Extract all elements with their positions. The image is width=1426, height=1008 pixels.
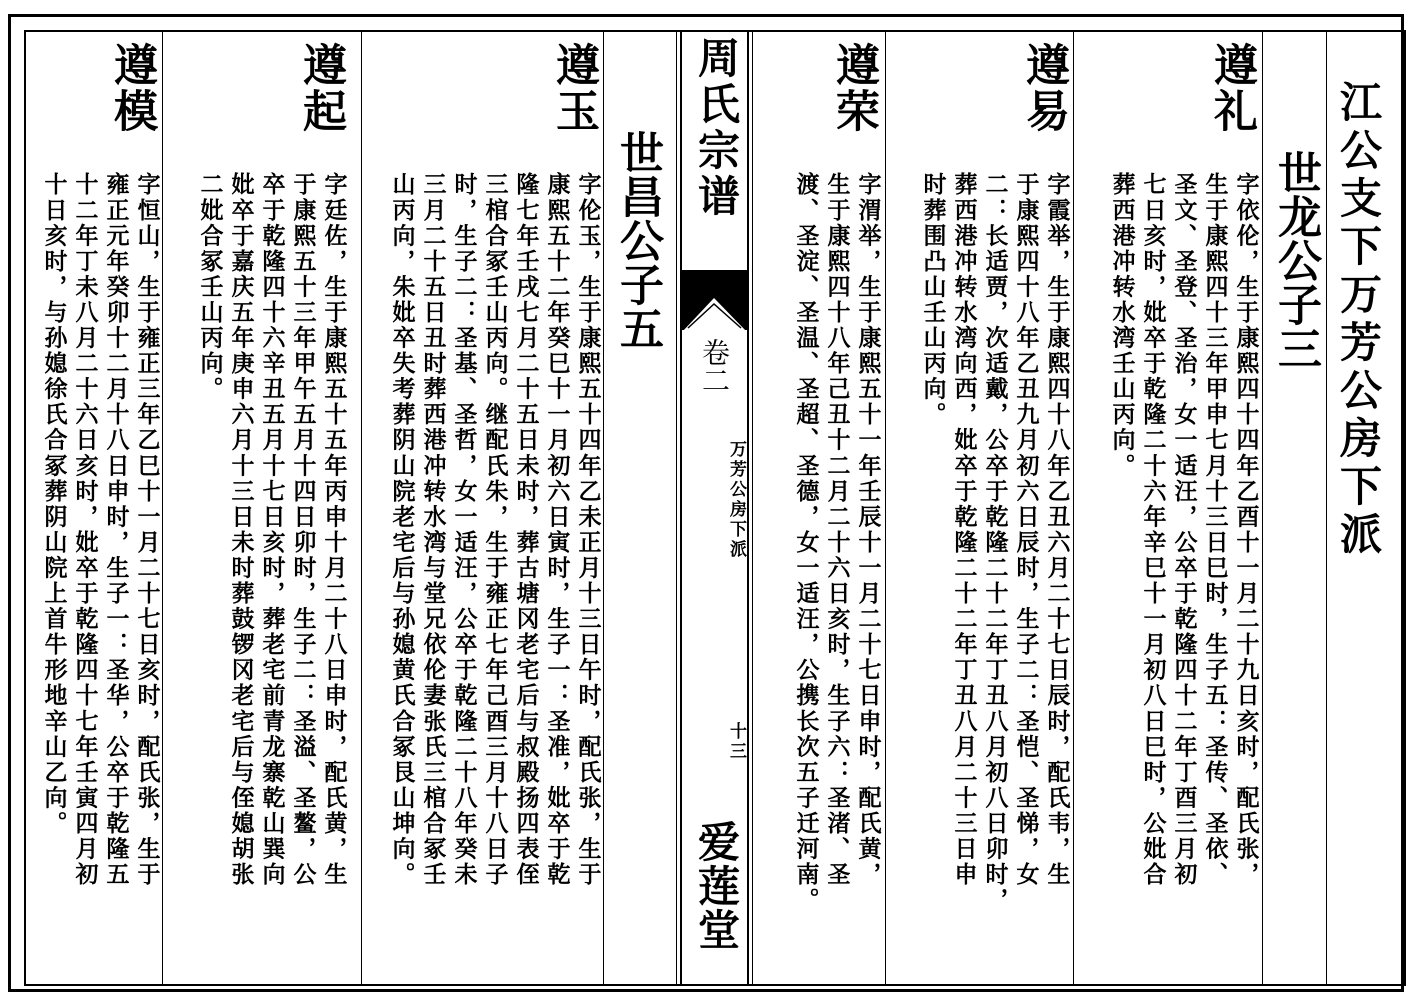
divider (885, 31, 886, 985)
entry-text-line: 雍正元年癸卯十二月十八日申时，生子一：圣华，公卒于乾隆五 (102, 172, 130, 888)
divider (162, 31, 163, 985)
entry-text-line: 山丙向，朱妣卒失考葬阴山院老宅后与孙媳黄氏合冢艮山坤向。 (388, 172, 416, 888)
entry-text-line: 渡、圣淀、圣温、圣超、圣德，女一适汪，公携长次五子迁河南。 (792, 172, 820, 913)
section-label: 万芳公房下派 (726, 440, 746, 560)
entry-text-line: 康熙五十二年癸巳十一月初六日寅时，生子一：圣准，妣卒于乾 (543, 172, 571, 888)
entry-text-line: 时，生子二：圣基、圣哲，女一适汪，公卒于乾隆二十八年癸未 (450, 172, 478, 888)
branch-heading: 江公支下万芳公房下派 (1334, 80, 1383, 560)
divider (603, 31, 604, 985)
entry-text-line: 三月二十五日丑时葬西港冲转水湾与堂兄依伦妻张氏三棺合冢壬 (419, 172, 447, 888)
entry-name: 遵易 (1018, 42, 1069, 134)
entry-text-line: 妣卒于嘉庆五年庚申六月十三日未时葬鼓锣冈老宅后与侄媳胡张 (227, 172, 255, 888)
divider (752, 31, 753, 985)
entry-text-line: 字恒山，生于雍正三年乙巳十一月二十七日亥时，配氏张，生于 (133, 172, 161, 888)
entry-text-line: 卒于乾隆四十六辛丑五月十七日亥时，葬老宅前青龙寨乾山巽向 (258, 172, 286, 888)
volume-label: 卷二 (698, 338, 731, 394)
entry-text-line: 生于康熙四十八年己丑十二月二十六日亥时，生子六：圣渚、圣 (823, 172, 851, 888)
center-strip-border-left (680, 31, 682, 985)
entry-text-line: 于康熙四十八年乙丑九月初六日辰时，生子二：圣恺、圣悌，女 (1012, 172, 1040, 888)
entry-text-line: 葬西港冲转水湾壬山丙向。 (1108, 172, 1136, 479)
divider (676, 31, 677, 985)
center-ornament-chevron (682, 292, 747, 332)
entry-name: 遵礼 (1206, 42, 1257, 134)
entry-name: 遵起 (295, 42, 346, 134)
center-strip-border-right (747, 31, 749, 985)
entry-text-line: 十日亥时，与孙媳徐氏合冢葬阴山院上首牛形地辛山乙向。 (40, 172, 68, 837)
entry-name: 遵荣 (828, 42, 879, 134)
genealogy-title: 周氏宗谱 (692, 36, 741, 220)
entry-text-line: 字伦玉，生于康熙五十四年乙未正月十三日午时，配氏张，生于 (574, 172, 602, 888)
entry-text-line: 二妣合冢壬山丙向。 (196, 172, 224, 402)
divider (1262, 31, 1263, 985)
entry-text-line: 时葬围凸山壬山丙向。 (919, 172, 947, 428)
sub-heading: 世昌公子五 (612, 130, 663, 350)
entry-text-line: 圣文、圣登、圣治，女一适汪，公卒于乾隆四十二年丁酉三月初 (1170, 172, 1198, 888)
entry-text-line: 字渭举，生于康熙五十一年壬辰十一月二十七日申时，配氏黄， (854, 172, 882, 888)
entry-name: 遵模 (106, 42, 157, 134)
divider (1326, 31, 1327, 985)
entry-text-line: 七日亥时，妣卒于乾隆二十六年辛巳十一月初八日巳时，公妣合 (1139, 172, 1167, 888)
divider (361, 31, 362, 985)
divider (1073, 31, 1074, 985)
page-number: 十三 (726, 722, 746, 762)
entry-text-line: 葬西港冲转水湾向西，妣卒于乾隆二十二年丁丑八月二十三日申 (950, 172, 978, 888)
sub-heading: 世龙公子三 (1270, 150, 1321, 370)
entry-text-line: 字廷佐，生于康熙五十五年丙申十月二十八日申时，配氏黄，生 (320, 172, 348, 888)
entry-text-line: 生于康熙四十三年甲申七月十三日巳时，生子五：圣传、圣依、 (1201, 172, 1229, 888)
hall-name: 爱莲堂 (692, 820, 741, 952)
entry-text-line: 隆七年壬戌七月二十五日未时，葬古塘冈老宅后与叔殿扬四表侄 (512, 172, 540, 888)
entry-text-line: 二：长适贾，次适戴，公卒于乾隆二十二年丁丑八月初八日卯时， (981, 172, 1009, 913)
entry-name: 遵玉 (548, 42, 599, 134)
entry-text-line: 十二年丁未八月二十六日亥时，妣卒于乾隆四十七年壬寅四月初 (71, 172, 99, 888)
entry-text-line: 三棺合冢壬山丙向。继配氏朱，生于雍正七年己酉三月十八日子 (481, 172, 509, 888)
entry-text-line: 字依伦，生于康熙四十四年乙酉十一月二十九日亥时，配氏张， (1232, 172, 1260, 888)
entry-text-line: 于康熙五十三年甲午五月十四日卯时，生子二：圣溢、圣鳌，公 (289, 172, 317, 888)
entry-text-line: 字霞举，生于康熙四十八年乙丑六月二十七日辰时，配氏韦，生 (1043, 172, 1071, 888)
